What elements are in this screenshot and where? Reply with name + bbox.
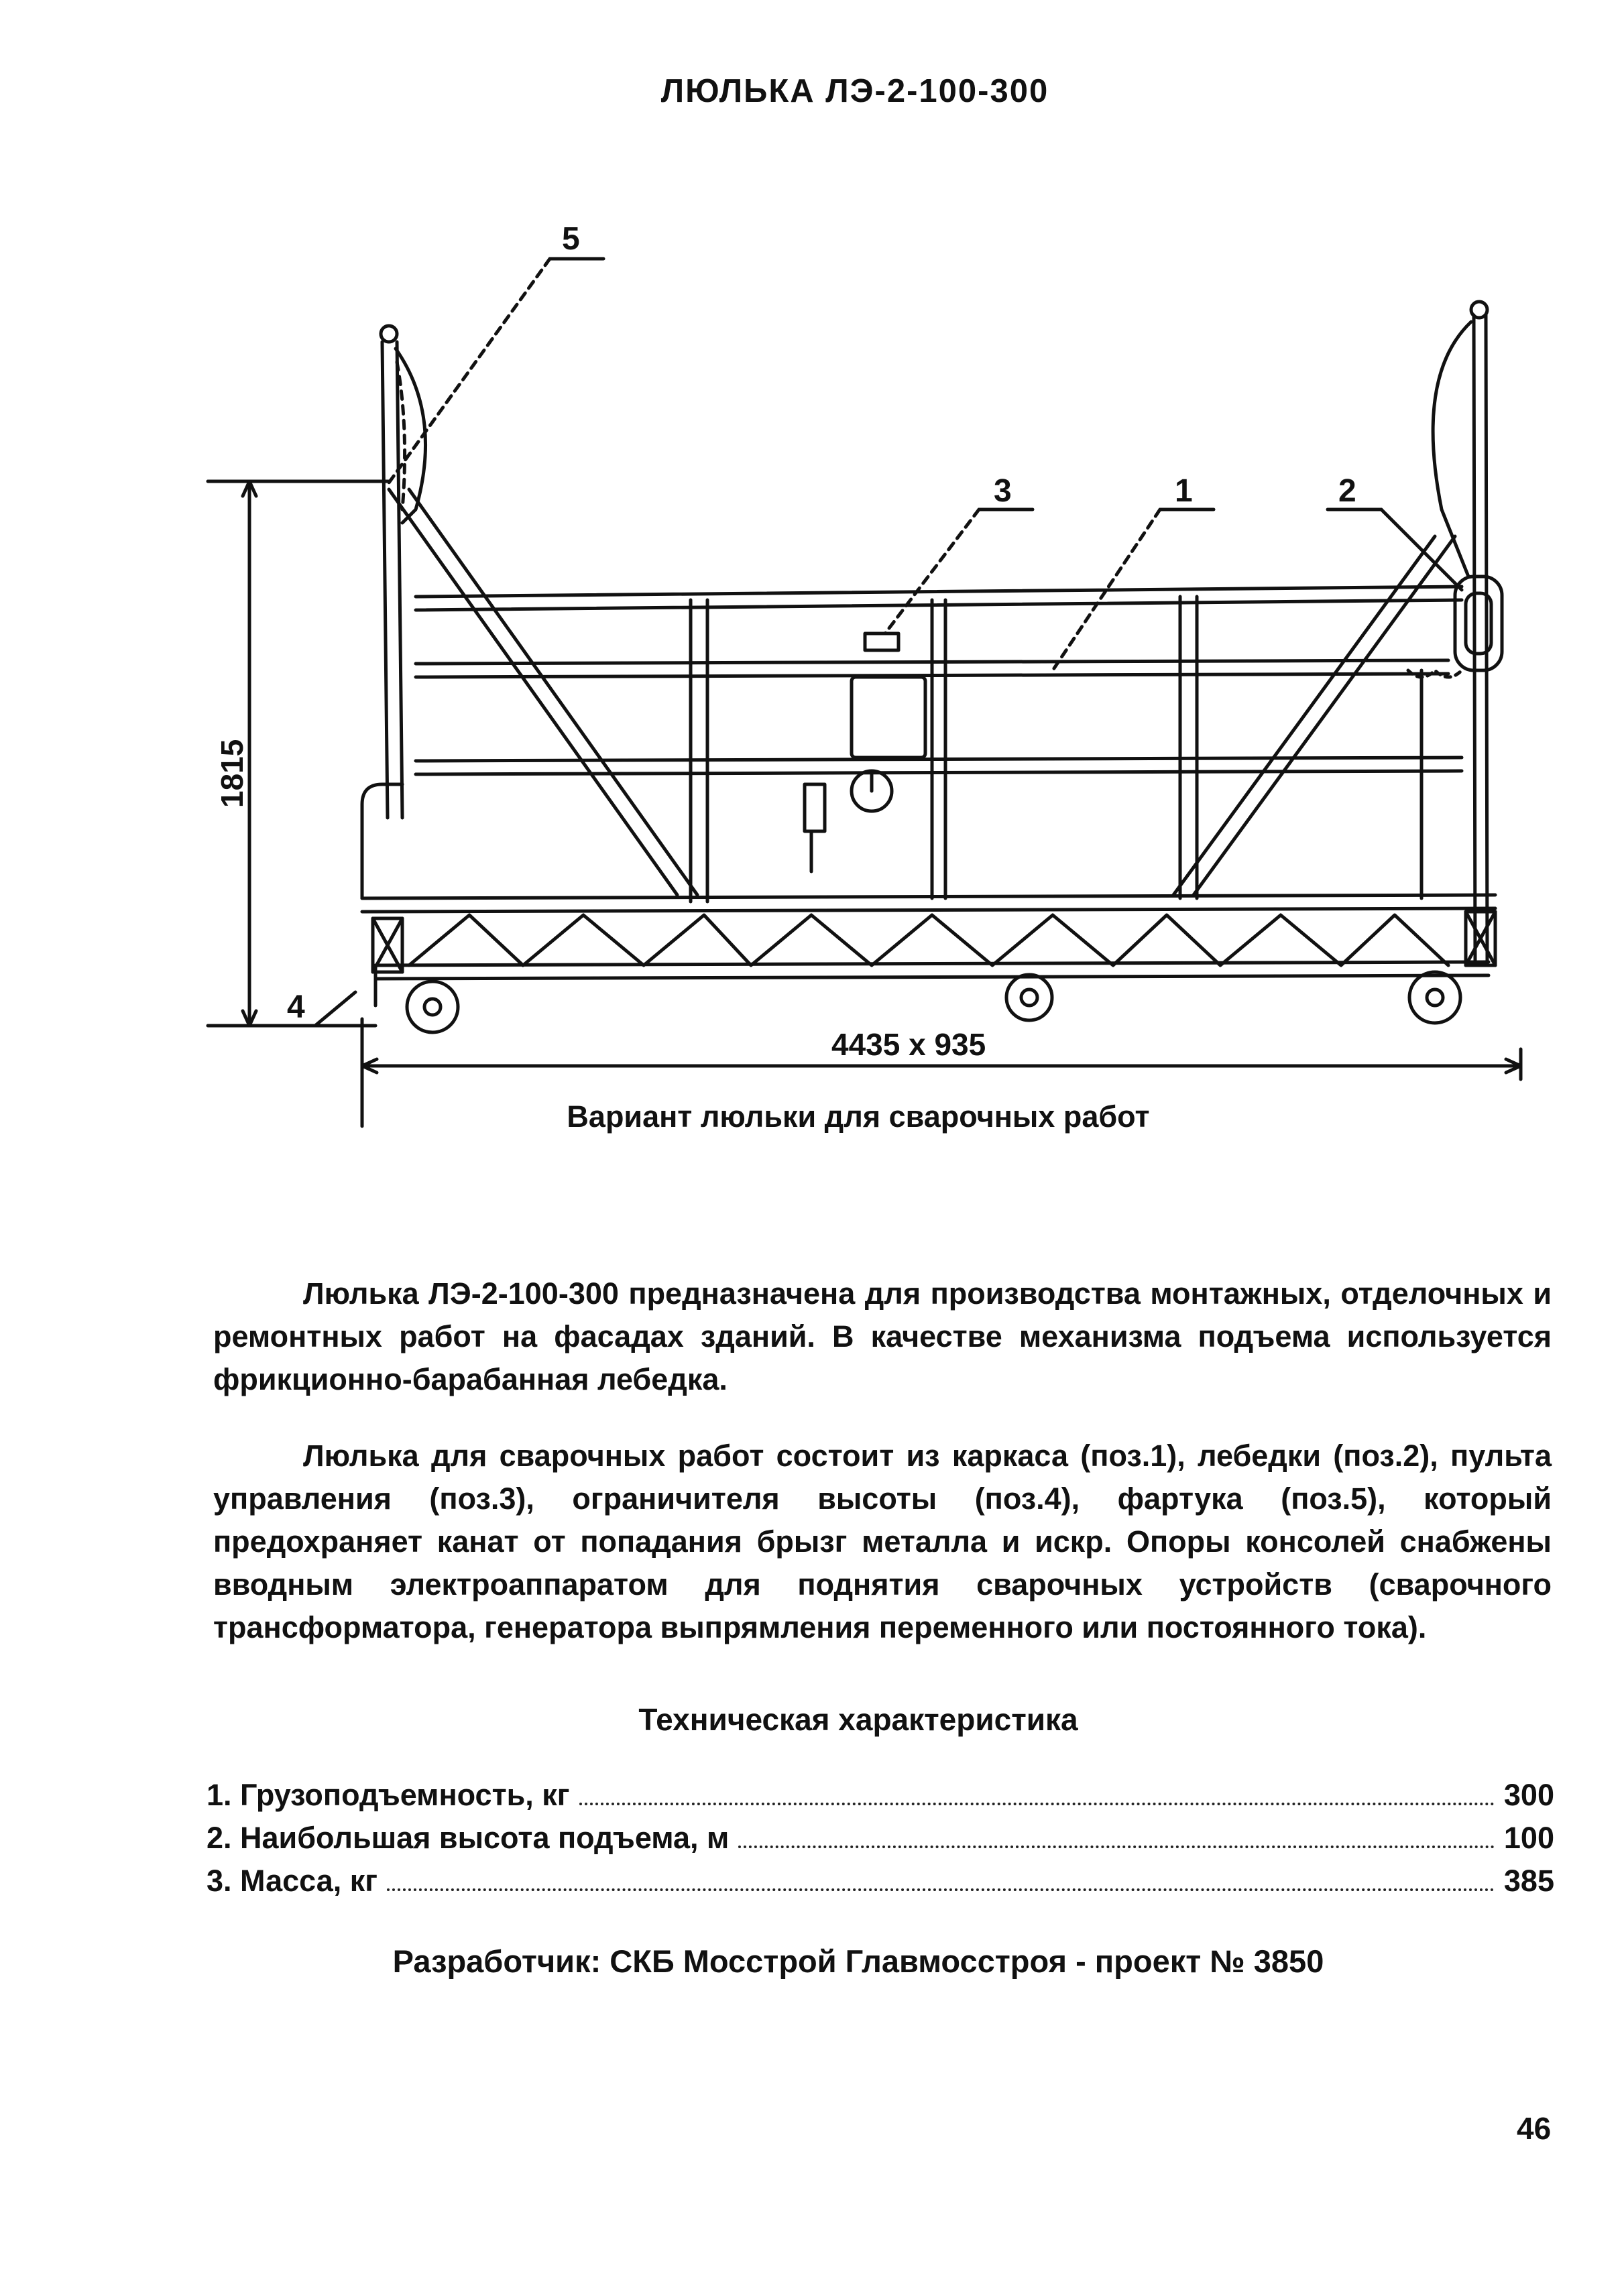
spec-leader-dots — [579, 1803, 1495, 1805]
spec-row — [207, 1821, 1554, 1864]
callout-4: 4 — [287, 989, 305, 1025]
left-mast — [381, 326, 402, 818]
spec-row — [207, 1778, 1554, 1821]
wheels — [407, 972, 1460, 1032]
platform-frame — [362, 489, 1495, 1006]
spec-label: 3. Масса, кг — [207, 1864, 378, 1898]
specs-heading: Техническая характеристика — [638, 1702, 1078, 1737]
spec-label: 2. Наибольшая высота подъема, м — [207, 1821, 730, 1855]
spec-row — [207, 1864, 1554, 1907]
page-number: 46 — [1517, 2111, 1552, 2146]
spec-label: 1. Грузоподъемность, кг — [207, 1778, 570, 1812]
paragraph-1-text: Люлька ЛЭ-2-100-300 предназначена для производства монтажных, отделочных и ремонтных работ на фасадах зданий. В качестве механизма подъема используется фрикционно-барабанная лебедка. — [213, 1276, 1552, 1396]
height-dimension-label: 1815 — [215, 739, 249, 808]
control-panel — [805, 633, 925, 871]
specs-list — [207, 1778, 1554, 1907]
spec-value: 385 — [1503, 1864, 1554, 1898]
callout-3: 3 — [994, 473, 1012, 509]
paragraph-2-text: Люлька для сварочных работ состоит из каркаса (поз.1), лебедки (поз.2), пульта управления (поз.3), ограничителя высоты (поз.4), фартука (поз.5), который предохраняет канат от попадания брызг металла и искр. Опоры консолей снабжены вводным электроаппаратом для поднятия сварочных устройств (сварочного трансформатора, генератора выпрямления переменного или постоянного тока). — [213, 1439, 1552, 1644]
description-paragraph-2 — [213, 1435, 1552, 1649]
right-mast — [1471, 302, 1487, 965]
description-paragraph-1 — [213, 1272, 1552, 1401]
callout-2: 2 — [1338, 473, 1356, 509]
drawing-caption: Вариант люльки для сварочных работ — [567, 1099, 1150, 1134]
callout-5: 5 — [562, 221, 580, 257]
callout-1: 1 — [1175, 473, 1193, 509]
base-dimension-label: 4435 x 935 — [831, 1027, 986, 1062]
spec-leader-dots — [387, 1888, 1495, 1891]
developer-line: Разработчик: СКБ Мосстрой Главмосстроя - проект № 3850 — [392, 1943, 1324, 1979]
spec-leader-dots — [738, 1846, 1495, 1848]
spec-value: 300 — [1503, 1778, 1554, 1812]
spec-value: 100 — [1503, 1821, 1554, 1855]
document-title: ЛЮЛЬКА ЛЭ-2-100-300 — [660, 73, 1049, 109]
